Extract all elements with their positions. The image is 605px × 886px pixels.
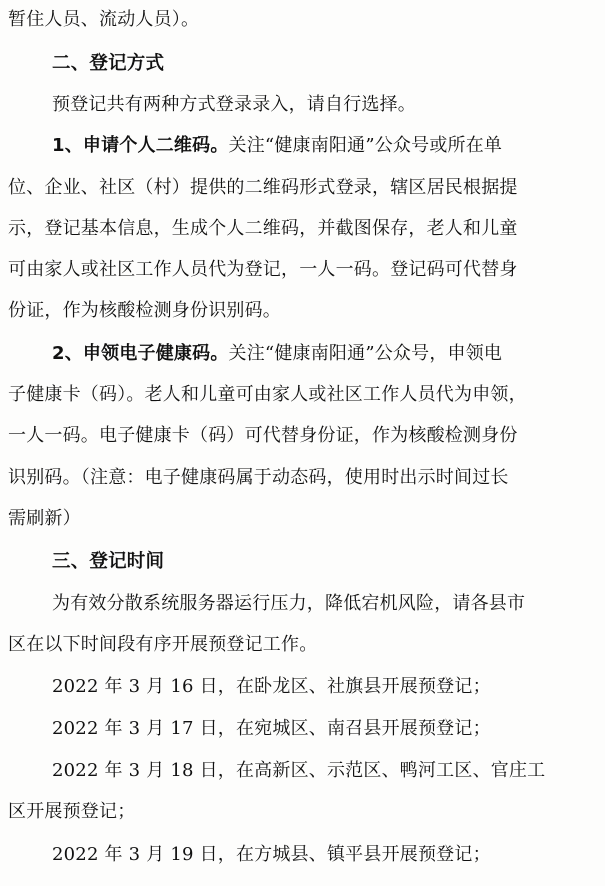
text-line: [8, 507, 81, 531]
item-lead-health-code: 2、申领电子健康码。: [52, 343, 229, 364]
text-line: [52, 592, 525, 616]
line-text: 区开展预登记；: [8, 801, 136, 822]
text-line: [8, 633, 317, 657]
text-line: [52, 342, 502, 366]
text-line: [52, 134, 502, 158]
line-text: 示，登记基本信息，生成个人二维码，并截图保存，老人和儿童: [8, 218, 518, 239]
line-text: 2022 年 3 月 19 日，在方城县、镇平县开展预登记；: [52, 844, 491, 865]
line-text: 2022 年 3 月 16 日，在卧龙区、社旗县开展预登记；: [52, 676, 491, 697]
line-text: 2022 年 3 月 17 日，在宛城区、南召县开展预登记；: [52, 718, 491, 739]
line-text: 需刷新）: [8, 508, 81, 529]
text-line: [52, 93, 416, 117]
text-line: [8, 466, 509, 490]
text-line: [8, 424, 518, 448]
line-text: 区在以下时间段有序开展预登记工作。: [8, 634, 318, 655]
line-text: 位、企业、社区（村）提供的二维码形式登录，辖区居民根据提: [8, 177, 518, 198]
section-heading-registration-method: [52, 52, 164, 76]
line-text: 暂住人员、流动人员）。: [8, 9, 200, 30]
line-text: 子健康卡（码）。老人和儿童可由家人或社区工作人员代为申领，: [8, 384, 527, 405]
text-line: [8, 176, 518, 200]
text-line: [8, 383, 527, 407]
text-line: [8, 8, 199, 32]
line-text: 2022 年 3 月 18 日，在高新区、示范区、鸭河工区、官庄工: [52, 760, 546, 781]
schedule-line: [52, 759, 545, 783]
schedule-line: [52, 675, 491, 699]
line-text: 预登记共有两种方式登录录入，请自行选择。: [52, 94, 416, 115]
line-text: 关注“健康南阳通”公众号或所在单: [228, 135, 503, 156]
section-heading-registration-time: [52, 550, 164, 574]
text-line: [8, 800, 135, 824]
item-lead-personal-qr: 1、申请个人二维码。: [52, 135, 229, 156]
line-text: 为有效分散系统服务器运行压力，降低宕机风险，请各县市: [52, 593, 526, 614]
line-text: 三、登记时间: [52, 551, 165, 572]
line-text: 份证，作为核酸检测身份识别码。: [8, 300, 281, 321]
line-text: 一人一码。电子健康卡（码）可代替身份证，作为核酸检测身份: [8, 425, 518, 446]
text-line: [8, 217, 518, 241]
schedule-line: [52, 717, 491, 741]
line-text: 关注“健康南阳通”公众号，申领电: [228, 343, 503, 364]
text-line: [8, 299, 281, 323]
line-text: 识别码。（注意：电子健康码属于动态码，使用时出示时间过长: [8, 467, 509, 488]
line-text: 二、登记方式: [52, 53, 165, 74]
line-text: 可由家人或社区工作人员代为登记，一人一码。登记码可代替身: [8, 259, 518, 280]
text-line: [8, 258, 518, 282]
schedule-line: [52, 843, 491, 867]
